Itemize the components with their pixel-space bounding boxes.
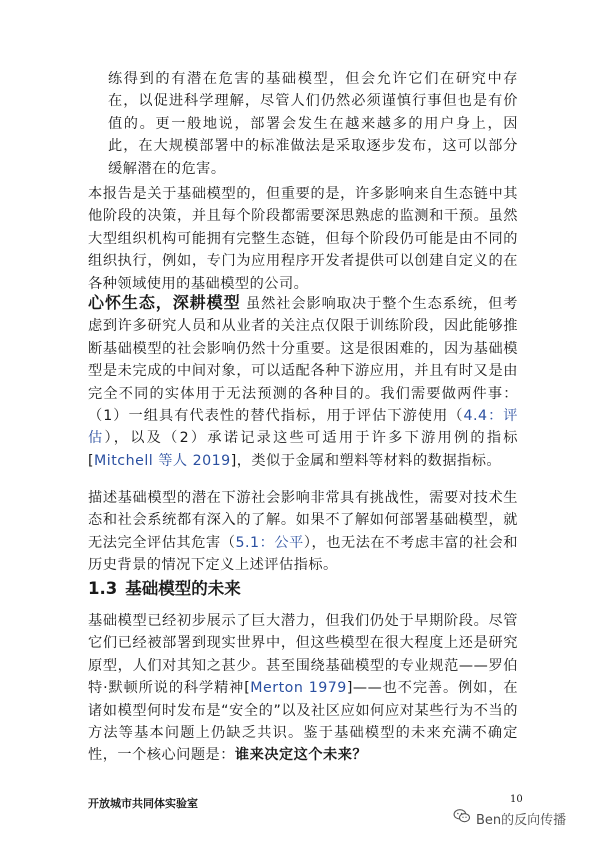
paragraph-future <box>88 610 518 767</box>
section-link-evaluation[interactable]: 4.4：评估 <box>88 408 518 447</box>
quote-paragraph: 练得到的有潜在危害的基础模型，但会允许它们在研究中存在，以促进科学理解，尽管人们仍然必须谨慎行事但也是有价值的。更一般地说，部署会发生在越来越多的用户身上，因此，在大规模部署中的标准做法是采取逐步发布，这可以部分缓解潜在的危害。 <box>108 71 518 177</box>
paragraph-text: ]——也不完善。例如，在诸如模型何时发布是“安全的”以及社区应如何应对某些行为不当的方法等基本问题上仍缺乏共识。鉴于基础模型的未来充满不确定性，一个核心问题是： <box>88 680 519 764</box>
paragraph-ecosystem: 本报告是关于基础模型的，但重要的是，许多影响来自生态链中其他阶段的决策，并且每个阶段都需要深思熟虑的监测和干预。虽然大型组织机构可能拥有完整生态链，但每个阶段仍可能是由不同的组织执行，例如，专门为应用程序开发者提供可以创建自定义的在各种领域使用的基础模型的公司。 <box>88 186 518 292</box>
paragraph-social-impact <box>88 487 518 577</box>
paragraph-text: ]，类似于金属和塑料等材料的数据指标。 <box>230 452 502 469</box>
section-heading <box>88 575 241 599</box>
citation-mitchell-2019[interactable]: Mitchell 等人 2019 <box>94 452 231 469</box>
watermark <box>452 806 566 830</box>
paragraph-ecosystem-model <box>88 292 518 472</box>
watermark-text: Ben的反向传播 <box>476 812 567 828</box>
paragraph-text: 描述基础模型的潜在下游社会影响非常具有挑战性，需要对技术生态和社会系统都有深入的了解。如果不了解如何部署基础模型，就无法完全评估其危害（ <box>88 490 518 551</box>
wechat-icon <box>452 806 472 830</box>
paragraph-lead: 心怀生态，深耕模型 <box>88 293 241 312</box>
citation-merton-1979[interactable]: Merton 1979 <box>250 680 347 697</box>
footer-org: 开放城市共同体实验室 <box>88 797 198 810</box>
paragraph-text: ），也无法在不考虑丰富的社会和历史背景的情况下定义上述评估指标。 <box>88 534 518 574</box>
page-number: 10 <box>510 794 523 805</box>
key-question: 谁来决定这个未来？ <box>234 747 368 764</box>
paragraph-text: 虽然社会影响取决于整个生态系统，但考虑到许多研究人员和从业者的关注点仅限于训练阶段，因此能够推断基础模型的社会影响仍然十分重要。这是很困难的，因为基础模型是未完成的中间对象，可以适配各种下游应用，并且有时又是由完全不同的实体用于无法预测的各种目的。我们需要做两件事：（1）一组具有代表性的替代指标，用于评估下游使用（ <box>88 296 518 425</box>
section-link-fairness[interactable]: 5.1：公平 <box>235 534 304 551</box>
paragraph-text: 基础模型已经初步展示了巨大潜力，但我们仍处于早期阶段。尽管它们已经被部署到现实世界中，但这些模型在很大程度上还是研究原型，人们对其知之甚少。甚至围绕基础模型的专业规范——罗伯特·默顿所说的科学精神[ <box>88 613 518 697</box>
section-title: 基础模型的未来 <box>125 579 241 598</box>
paragraph-text: ），以及（2）承诺记录这些可适用于许多下游用例的指标[ <box>88 430 518 469</box>
section-number: 1.3 <box>88 579 118 598</box>
